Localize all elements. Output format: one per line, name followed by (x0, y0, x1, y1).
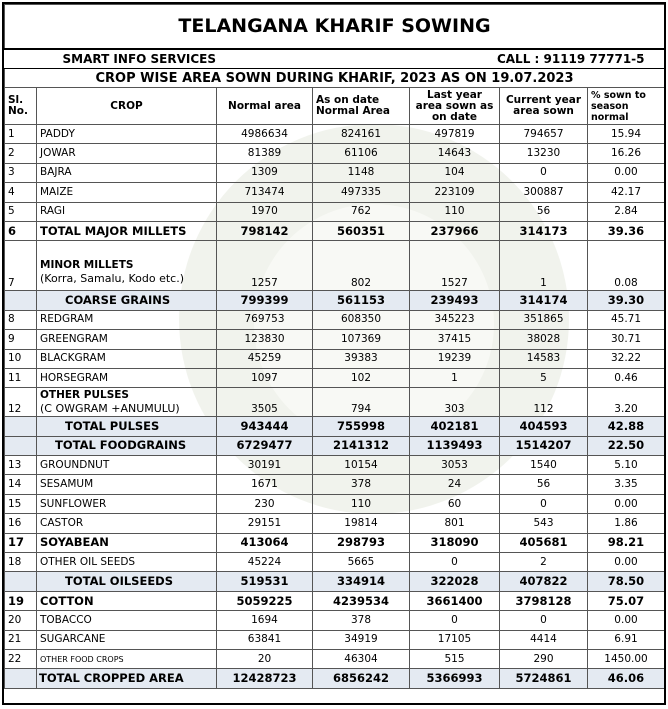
row-current: 0 (500, 611, 588, 630)
row-normal: 413064 (217, 533, 313, 552)
row-asondate: 824161 (313, 125, 410, 144)
header-pct: % sown to season normal (588, 88, 665, 125)
row-crop: PADDY (37, 125, 217, 144)
row-lastyear: 0 (410, 553, 500, 572)
row-crop: TOTAL CROPPED AREA (37, 669, 217, 688)
row-normal: 1309 (217, 163, 313, 182)
row-sl: 3 (5, 163, 37, 182)
row-lastyear: 5366993 (410, 669, 500, 688)
report-subtitle: CROP WISE AREA SOWN DURING KHARIF, 2023 AS ON 19.07.2023 (5, 69, 665, 88)
table-row (5, 221, 665, 240)
row-current: 13230 (500, 144, 588, 163)
row-normal: 20 (217, 649, 313, 668)
row-crop: OTHER FOOD CROPS (37, 649, 217, 668)
row-pct: 42.88 (588, 417, 665, 436)
row-crop: TOTAL OILSEEDS (37, 572, 217, 591)
row-crop: MAIZE (37, 183, 217, 202)
table-row (5, 349, 665, 368)
row-pct: 39.36 (588, 221, 665, 240)
row-current: 290 (500, 649, 588, 668)
row-crop: GROUNDNUT (37, 456, 217, 475)
table-row (5, 572, 665, 591)
row-sl (5, 436, 37, 455)
row-current: 1 (500, 241, 588, 291)
row-pct: 30.71 (588, 330, 665, 349)
row-lastyear: 303 (410, 388, 500, 417)
row-current: 300887 (500, 183, 588, 202)
row-crop: COTTON (37, 591, 217, 610)
row-sl: 6 (5, 221, 37, 240)
table-row (5, 291, 665, 310)
row-crop-sub: (C OWGRAM +ANUMULU) (40, 402, 180, 416)
row-current: 56 (500, 475, 588, 494)
row-pct: 0.00 (588, 611, 665, 630)
row-pct: 0.08 (588, 241, 665, 291)
row-sl: 4 (5, 183, 37, 202)
row-sl (5, 417, 37, 436)
row-normal: 769753 (217, 310, 313, 329)
row-crop-main: OTHER PULSES (40, 389, 129, 402)
row-asondate: 608350 (313, 310, 410, 329)
row-normal: 4986634 (217, 125, 313, 144)
row-pct: 0.00 (588, 553, 665, 572)
table-row (5, 514, 665, 533)
table-row (5, 417, 665, 436)
row-crop: BAJRA (37, 163, 217, 182)
row-crop-main: MINOR MILLETS (40, 259, 134, 272)
row-normal: 123830 (217, 330, 313, 349)
row-normal: 1694 (217, 611, 313, 630)
row-lastyear: 1527 (410, 241, 500, 291)
row-asondate: 334914 (313, 572, 410, 591)
row-current: 2 (500, 553, 588, 572)
row-asondate: 497335 (313, 183, 410, 202)
row-pct: 3.20 (588, 388, 665, 417)
row-sl: 1 (5, 125, 37, 144)
row-asondate: 755998 (313, 417, 410, 436)
row-crop: TOTAL MAJOR MILLETS (37, 221, 217, 240)
header-crop: CROP (37, 88, 217, 125)
row-lastyear: 515 (410, 649, 500, 668)
row-current: 4414 (500, 630, 588, 649)
row-lastyear: 3661400 (410, 591, 500, 610)
row-asondate: 110 (313, 494, 410, 513)
row-sl: 2 (5, 144, 37, 163)
row-lastyear: 237966 (410, 221, 500, 240)
row-sl: 13 (5, 456, 37, 475)
row-normal: 1097 (217, 368, 313, 387)
row-asondate: 560351 (313, 221, 410, 240)
row-lastyear: 110 (410, 202, 500, 221)
row-asondate: 19814 (313, 514, 410, 533)
row-pct: 5.10 (588, 456, 665, 475)
row-asondate: 10154 (313, 456, 410, 475)
row-normal: 799399 (217, 291, 313, 310)
row-sl (5, 291, 37, 310)
row-crop: OTHER OIL SEEDS (37, 553, 217, 572)
row-pct: 39.30 (588, 291, 665, 310)
row-crop-sub: (Korra, Samalu, Kodo etc.) (40, 272, 184, 286)
row-asondate: 378 (313, 611, 410, 630)
row-lastyear: 3053 (410, 456, 500, 475)
row-lastyear: 19239 (410, 349, 500, 368)
row-normal: 1257 (217, 241, 313, 291)
row-pct: 75.07 (588, 591, 665, 610)
row-crop: BLACKGRAM (37, 349, 217, 368)
row-normal: 1970 (217, 202, 313, 221)
row-pct: 2.84 (588, 202, 665, 221)
header-asondate: As on date Normal Area (313, 88, 410, 125)
row-crop: JOWAR (37, 144, 217, 163)
table-row (5, 330, 665, 349)
row-current: 405681 (500, 533, 588, 552)
table-row (5, 533, 665, 552)
row-normal: 519531 (217, 572, 313, 591)
row-lastyear: 37415 (410, 330, 500, 349)
row-lastyear: 345223 (410, 310, 500, 329)
report-title: TELANGANA KHARIF SOWING (5, 5, 665, 50)
row-lastyear: 14643 (410, 144, 500, 163)
row-sl (5, 572, 37, 591)
row-pct: 45.71 (588, 310, 665, 329)
row-crop (37, 388, 217, 417)
row-current: 407822 (500, 572, 588, 591)
row-sl: 8 (5, 310, 37, 329)
row-lastyear: 1 (410, 368, 500, 387)
row-current: 794657 (500, 125, 588, 144)
row-sl: 14 (5, 475, 37, 494)
row-asondate: 61106 (313, 144, 410, 163)
row-pct: 1450.00 (588, 649, 665, 668)
table-row (5, 649, 665, 668)
row-asondate: 2141312 (313, 436, 410, 455)
table-row (5, 310, 665, 329)
row-pct: 32.22 (588, 349, 665, 368)
row-normal: 1671 (217, 475, 313, 494)
row-normal: 45224 (217, 553, 313, 572)
row-crop: TOBACCO (37, 611, 217, 630)
row-pct: 78.50 (588, 572, 665, 591)
table-row (5, 183, 665, 202)
row-sl: 22 (5, 649, 37, 668)
company-name: SMART INFO SERVICES (62, 51, 216, 66)
header-sl: Sl. No. (5, 88, 37, 125)
row-normal: 230 (217, 494, 313, 513)
call-number: CALL : 91119 77771-5 (496, 51, 645, 66)
row-lastyear: 239493 (410, 291, 500, 310)
row-crop: SOYABEAN (37, 533, 217, 552)
row-normal: 81389 (217, 144, 313, 163)
row-asondate: 298793 (313, 533, 410, 552)
row-sl: 9 (5, 330, 37, 349)
row-crop: HORSEGRAM (37, 368, 217, 387)
row-lastyear: 0 (410, 611, 500, 630)
table-row (5, 368, 665, 387)
row-crop: RAGI (37, 202, 217, 221)
row-normal: 63841 (217, 630, 313, 649)
row-normal: 45259 (217, 349, 313, 368)
row-sl: 19 (5, 591, 37, 610)
row-lastyear: 322028 (410, 572, 500, 591)
row-lastyear: 60 (410, 494, 500, 513)
row-crop: SUGARCANE (37, 630, 217, 649)
table-row (5, 630, 665, 649)
row-crop: CASTOR (37, 514, 217, 533)
row-current: 56 (500, 202, 588, 221)
table-row (5, 436, 665, 455)
row-crop: SESAMUM (37, 475, 217, 494)
row-current: 351865 (500, 310, 588, 329)
table-row (5, 591, 665, 610)
row-lastyear: 24 (410, 475, 500, 494)
row-crop: GREENGRAM (37, 330, 217, 349)
table-row (5, 202, 665, 221)
table-row (5, 163, 665, 182)
row-normal: 12428723 (217, 669, 313, 688)
row-pct: 98.21 (588, 533, 665, 552)
table-row (5, 669, 665, 688)
row-crop: TOTAL PULSES (37, 417, 217, 436)
row-current: 314173 (500, 221, 588, 240)
row-lastyear: 223109 (410, 183, 500, 202)
row-current: 543 (500, 514, 588, 533)
table-row (5, 553, 665, 572)
row-current: 5 (500, 368, 588, 387)
row-sl: 16 (5, 514, 37, 533)
report-sheet (2, 2, 666, 705)
row-normal: 30191 (217, 456, 313, 475)
row-normal: 29151 (217, 514, 313, 533)
table-row (5, 388, 665, 417)
row-pct: 0.00 (588, 163, 665, 182)
row-sl (5, 669, 37, 688)
row-normal: 713474 (217, 183, 313, 202)
row-sl: 7 (5, 241, 37, 291)
row-pct: 6.91 (588, 630, 665, 649)
row-normal: 798142 (217, 221, 313, 240)
row-asondate: 39383 (313, 349, 410, 368)
row-asondate: 794 (313, 388, 410, 417)
row-sl: 21 (5, 630, 37, 649)
row-current: 112 (500, 388, 588, 417)
row-pct: 0.00 (588, 494, 665, 513)
row-normal: 6729477 (217, 436, 313, 455)
row-asondate: 561153 (313, 291, 410, 310)
row-asondate: 107369 (313, 330, 410, 349)
row-current: 38028 (500, 330, 588, 349)
row-lastyear: 402181 (410, 417, 500, 436)
row-normal: 5059225 (217, 591, 313, 610)
row-pct: 22.50 (588, 436, 665, 455)
row-pct: 1.86 (588, 514, 665, 533)
row-current: 0 (500, 494, 588, 513)
row-sl: 10 (5, 349, 37, 368)
row-asondate: 5665 (313, 553, 410, 572)
row-crop: COARSE GRAINS (37, 291, 217, 310)
sowing-table (4, 4, 665, 689)
row-sl: 12 (5, 388, 37, 417)
row-current: 1540 (500, 456, 588, 475)
row-asondate: 6856242 (313, 669, 410, 688)
row-current: 5724861 (500, 669, 588, 688)
row-asondate: 46304 (313, 649, 410, 668)
table-row (5, 241, 665, 291)
row-normal: 3505 (217, 388, 313, 417)
row-crop: SUNFLOWER (37, 494, 217, 513)
row-pct: 42.17 (588, 183, 665, 202)
row-current: 1514207 (500, 436, 588, 455)
row-current: 3798128 (500, 591, 588, 610)
row-asondate: 1148 (313, 163, 410, 182)
row-sl: 11 (5, 368, 37, 387)
row-pct: 15.94 (588, 125, 665, 144)
row-sl: 20 (5, 611, 37, 630)
table-row (5, 494, 665, 513)
row-current: 314174 (500, 291, 588, 310)
row-pct: 3.35 (588, 475, 665, 494)
row-lastyear: 801 (410, 514, 500, 533)
row-asondate: 34919 (313, 630, 410, 649)
table-row (5, 144, 665, 163)
row-lastyear: 497819 (410, 125, 500, 144)
header-lastyear: Last year area sown as on date (410, 88, 500, 125)
row-asondate: 762 (313, 202, 410, 221)
row-normal: 943444 (217, 417, 313, 436)
row-lastyear: 1139493 (410, 436, 500, 455)
row-current: 0 (500, 163, 588, 182)
row-sl: 5 (5, 202, 37, 221)
header-current: Current year area sown (500, 88, 588, 125)
row-asondate: 802 (313, 241, 410, 291)
table-row (5, 456, 665, 475)
row-asondate: 102 (313, 368, 410, 387)
row-crop: TOTAL FOODGRAINS (37, 436, 217, 455)
row-lastyear: 104 (410, 163, 500, 182)
row-lastyear: 318090 (410, 533, 500, 552)
row-current: 404593 (500, 417, 588, 436)
row-pct: 0.46 (588, 368, 665, 387)
row-pct: 16.26 (588, 144, 665, 163)
row-crop: REDGRAM (37, 310, 217, 329)
row-sl: 18 (5, 553, 37, 572)
table-row (5, 475, 665, 494)
row-sl: 17 (5, 533, 37, 552)
row-sl: 15 (5, 494, 37, 513)
row-asondate: 4239534 (313, 591, 410, 610)
header-normal: Normal area (217, 88, 313, 125)
row-crop (37, 241, 217, 291)
table-row (5, 611, 665, 630)
table-row (5, 125, 665, 144)
row-lastyear: 17105 (410, 630, 500, 649)
row-pct: 46.06 (588, 669, 665, 688)
row-current: 14583 (500, 349, 588, 368)
row-asondate: 378 (313, 475, 410, 494)
